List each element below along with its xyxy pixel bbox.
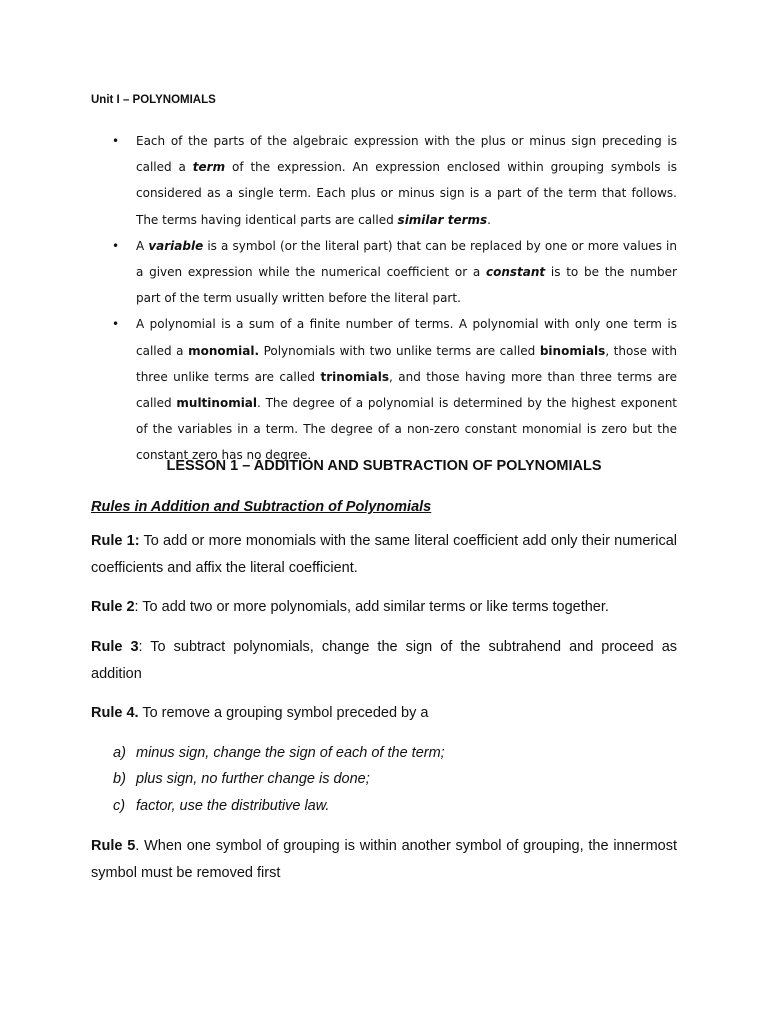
text-run: .: [487, 212, 491, 227]
rule-label: Rule 1:: [91, 533, 140, 549]
bullet-variable-definition: [112, 233, 677, 312]
item-text: plus sign, no further change is done;: [136, 771, 370, 787]
text-run: A: [136, 238, 149, 253]
bullet-polynomial-definition: [112, 311, 677, 468]
item-text: minus sign, change the sign of each of the term;: [136, 745, 445, 761]
rule-text: : To subtract polynomials, change the sign of the subtrahend and proceed as addition: [91, 639, 678, 682]
rule-text: . When one symbol of grouping is within another symbol of grouping, the innermost symbol must be removed first: [91, 838, 677, 881]
bold-term: monomial.: [188, 343, 260, 358]
rule-4-item-a: [113, 740, 445, 767]
text-run: , those with three unlike terms are called: [136, 343, 677, 384]
emphasized-term: term: [192, 160, 226, 175]
definitions-list: [112, 128, 677, 469]
rule-5: [91, 833, 677, 886]
rule-label: Rule 3: [91, 639, 139, 655]
text-run: Each of the parts of the algebraic expression with the plus or minus sign preceding is called a: [136, 134, 677, 175]
rule-3: [91, 634, 677, 687]
bullet-term-definition: [112, 128, 677, 233]
rule-4-item-c: [113, 793, 329, 820]
rule-4-item-b: [113, 766, 370, 793]
unit-title: Unit I – POLYNOMIALS: [91, 94, 216, 106]
text-run: Polynomials with two unlike terms are called: [259, 343, 540, 358]
text-run: is to be the number part of the term usually written before the literal part.: [136, 265, 677, 306]
text-run: of the expression. An expression enclosed within grouping symbols is considered as a single term. Each plus or minus sign is a part of the term that follows. The terms having identical parts are called: [136, 160, 678, 227]
emphasized-term: constant: [485, 265, 546, 280]
emphasized-term: similar terms: [397, 212, 488, 227]
text-run: is a symbol (or the literal part) that can be replaced by one or more values in a given expression while the numerical coefficient or a: [136, 238, 677, 280]
bold-term: multinomial: [176, 396, 258, 411]
rule-text: : To add two or more polynomials, add similar terms or like terms together.: [134, 599, 609, 615]
text-run: A polynomial is a sum of a finite number of terms. A polynomial with only one term is called a: [136, 317, 677, 358]
rule-label: Rule 4.: [91, 705, 139, 721]
rule-label: Rule 2: [91, 599, 135, 615]
emphasized-term: variable: [148, 238, 204, 253]
bold-term: trinomials: [320, 369, 389, 384]
lesson-title: LESSON 1 – ADDITION AND SUBTRACTION OF POLYNOMIALS: [166, 458, 602, 474]
item-letter: a): [113, 745, 126, 761]
rule-text: To remove a grouping symbol preceded by a: [138, 705, 429, 721]
rule-2: [91, 594, 677, 621]
rule-text: To add or more monomials with the same literal coefficient add only their numerical coefficients and affix the literal coefficient.: [91, 533, 677, 576]
rule-label: Rule 5: [91, 838, 136, 854]
rules-heading: Rules in Addition and Subtraction of Polynomials: [91, 499, 432, 515]
rule-4: [91, 700, 677, 727]
text-run: . The degree of a polynomial is determined by the highest exponent of the variables in a term. The degree of a non-zero constant monomial is zero but the constant zero has no degree.: [136, 396, 678, 463]
bold-term: binomials: [539, 343, 606, 358]
item-letter: c): [113, 798, 126, 814]
item-letter: b): [113, 771, 126, 787]
rule-1: [91, 528, 677, 581]
item-text: factor, use the distributive law.: [136, 798, 330, 814]
text-run: , and those having more than three terms are called: [136, 369, 677, 411]
